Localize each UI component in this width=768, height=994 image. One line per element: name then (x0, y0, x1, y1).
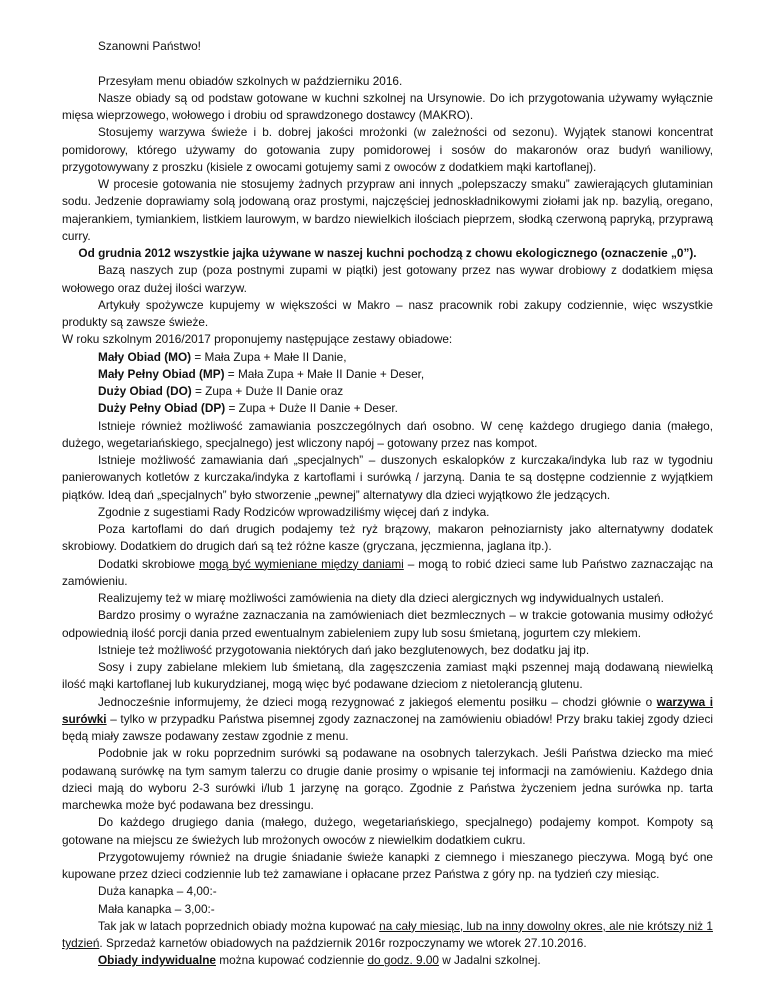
paragraph-eggs: Od grudnia 2012 wszystkie jajka używane w naszej kuchni pochodzą z chowu ekologicznego (oznaczenie „0”). (78, 246, 697, 260)
paragraph-gluten-free: Istnieje też możliwość przygotowania niektórych dań jako bezglutenowych, bez dodatku jaj itp. (98, 642, 590, 657)
set-desc: = Mała Zupa + Małe II Danie, (191, 349, 347, 364)
set-item (62, 366, 713, 383)
underlined-text: na cały miesiąc, lub na inny dowolny okres, ale nie krótszy niż 1 tydzień (62, 918, 713, 950)
paragraph-spices: W procesie gotowania nie stosujemy żadnych przypraw ani innych „polepszaczy smaku” zawierających glutaminian sodu. Jedzenie doprawiamy solą jodowaną oraz prostymi, najczęściej jednoskładnikowymi ziołami jak np. bazylią, oregano, majerankiem, tymiankiem, listkiem laurowym, w bardzo niewielkich ilościach pieprzem, słodką czerwoną papryką, przyprawą curry. (62, 177, 713, 243)
set-desc: = Zupa + Duże II Danie + Deser. (225, 401, 398, 416)
paragraph-starch-swap: Dodatki skrobiowe mogą być wymieniane między daniami – mogą to robić dzieci same lub Państwo zaznaczając na zamówieniu. (62, 556, 713, 588)
set-name: Mały Obiad (MO) (98, 349, 192, 364)
underlined-bold-text: warzywa i surówki (62, 694, 713, 726)
set-name: Mały Pełny Obiad (MP) (98, 366, 225, 381)
underlined-text: mogą być wymieniane między daniami (199, 556, 404, 571)
paragraph-allergy-diets: Realizujemy też w miarę możliwości zamówienia na diety dla dzieci alergicznych wg indywidualnych ustaleń. (98, 591, 664, 605)
paragraph-sandwiches: Przygotowujemy również na drugie śniadanie świeże kanapki z ciemnego i mieszanego pieczywa. Mogą być one kupowane przez dzieci codziennie lub też zamawiane i opłacane przez Państwa z góry np. na tydzień czy miesiąc. (62, 849, 713, 881)
set-desc: = Zupa + Duże II Danie oraz (191, 384, 344, 398)
set-item (62, 349, 713, 366)
salutation: Szanowni Państwo! (98, 39, 201, 53)
paragraph-opt-out: Jednocześnie informujemy, że dzieci mogą rezygnować z jakiegoś elementu posiłku – chodzi głównie o warzywa i surówki – tylko w przypadku Państwa pisemnej zgody zaznaczonej na zamówieniu obiadów! Przy braku takiej zgody dzieci będą miały zawsze podawany zestaw zgodnie z menu. (62, 694, 713, 743)
paragraph-cooking: Nasze obiady są od podstaw gotowane w kuchni szkolnej na Ursynowie. Do ich przygotowania używamy wyłącznie mięsa wieprzowego, wołowego i drobiu od sprawdzonego dostawcy (MAKRO). (62, 90, 713, 122)
paragraph-compote: Do każdego drugiego dania (małego, dużego, wegetariańskiego, specjalnego) podajemy kompot. Kompoty są gotowane na miejscu ze świeżych lub mrożonych owoców z niewielkim dodatkiem cukru. (62, 815, 713, 847)
paragraph-intro: Przesyłam menu obiadów szkolnych w październiku 2016. (98, 73, 403, 88)
paragraph-starch: Poza kartoflami do dań drugich podajemy też ryż brązowy, makaron pełnoziarnisty jako alternatywny dodatek skrobiowy. Dodatkiem do drugich dań są też różne kasze (gryczana, jęczmienna, jaglana itp.). (62, 522, 713, 554)
paragraph-shopping: Artykuły spożywcze kupujemy w większości w Makro – nasz pracownik robi zakupy codziennie, więc wszystkie produkty są zawsze świeże. (62, 297, 713, 329)
paragraph-dairy-free: Bardzo prosimy o wyraźne zaznaczania na zamówieniach diet bezmlecznych – w trakcie gotowania musimy odłożyć odpowiednią ilość porcji dania przed ewentualnym zabieleniem zupy lub sosu śmietaną, jogurtem czy mlekiem. (62, 608, 713, 640)
paragraph-sets-intro: W roku szkolnym 2016/2017 proponujemy następujące zestawy obiadowe: (62, 332, 453, 347)
letter-body (62, 38, 713, 970)
price-small-sandwich: Mała kanapka – 3,00:- (98, 901, 215, 916)
paragraph-vegetables: Stosujemy warzywa świeże i b. dobrej jakości mrożonki (w zależności od sezonu). Wyjątek stanowi koncentrat pomidorowy, którego używamy do gotowania zupy pomidorowej i sosów do makaronów oraz budyń waniliowy, przygotowywany z proszku (kisiele z owocami gotujemy sami z owoców z dodatkiem mąki kartoflanej). (62, 125, 713, 174)
set-name: Duży Obiad (DO) (98, 384, 192, 398)
paragraph-soups: Bazą naszych zup (poza postnymi zupami w piątki) jest gotowany przez nas wywar drobiowy z dodatkiem mięsa wołowego oraz dużej ilości warzyw. (62, 263, 713, 295)
paragraph-tickets: Tak jak w latach poprzednich obiady można kupować na cały miesiąc, lub na inny dowolny okres, ale nie krótszy niż 1 tydzień. Sprzedaż karnetów obiadowych na październik 2016r rozpoczynamy we wtorek 27.10.2016. (62, 918, 713, 950)
paragraph-sauces: Sosy i zupy zabielane mlekiem lub śmietaną, dla zagęszczenia zamiast mąki pszennej mają dodawaną niewielką ilość mąki kartoflanej lub kukurydzianej, mogą więc być podawane dzieciom z nietolerancją glutenu. (62, 660, 713, 692)
paragraph-separate-dishes: Istnieje również możliwość zamawiania poszczególnych dań osobno. W cenę każdego drugiego dania (małego, dużego, wegetariańskiego, specjalnego) jest wliczony napój – gotowany przez nas kompot. (62, 418, 713, 450)
paragraph-salads: Podobnie jak w roku poprzednim surówki są podawane na osobnych talerzykach. Jeśli Państwa dziecko ma mieć podawaną surówkę na tym samym talerzu co drugie danie prosimy o wpisanie tej informacji na zamówieniu. Każdego dnia dzieci mają do wyboru 2-3 surówki i/lub 1 jarzynę na gorąco. Zgodnie z Państwa życzeniem jedna surówka np. tarta marchewka może być podawana bez dressingu. (62, 746, 713, 812)
underlined-text: do godz. 9.00 (367, 953, 439, 968)
set-item (62, 400, 713, 417)
underlined-bold-text: Obiady indywidualne (98, 953, 216, 968)
set-name: Duży Pełny Obiad (DP) (98, 401, 226, 416)
set-item (62, 383, 713, 400)
paragraph-special-dishes: Istnieje możliwość zamawiania dań „specjalnych” – duszonych eskalopków z kurczaka/indyka lub raz w tygodniu panierowanych kotletów z kurczaka/indyka z kartoflami i surówką / jarzyną. Dania te są dostępne codziennie z wyjątkiem piątków. Ideą dań „specjalnych” było stworzenie „pewnej” alternatywy dla dzieci wyjątkowo źle jedzących. (62, 453, 713, 502)
set-desc: = Mała Zupa + Małe II Danie + Deser, (224, 366, 425, 381)
paragraph-turkey: Zgodnie z sugestiami Rady Rodziców wprowadziliśmy więcej dań z indyka. (98, 504, 490, 519)
paragraph-individual: Obiady indywidualne można kupować codziennie do godz. 9.00 w Jadalni szkolnej. (98, 953, 541, 968)
price-big-sandwich: Duża kanapka – 4,00:- (98, 884, 217, 899)
